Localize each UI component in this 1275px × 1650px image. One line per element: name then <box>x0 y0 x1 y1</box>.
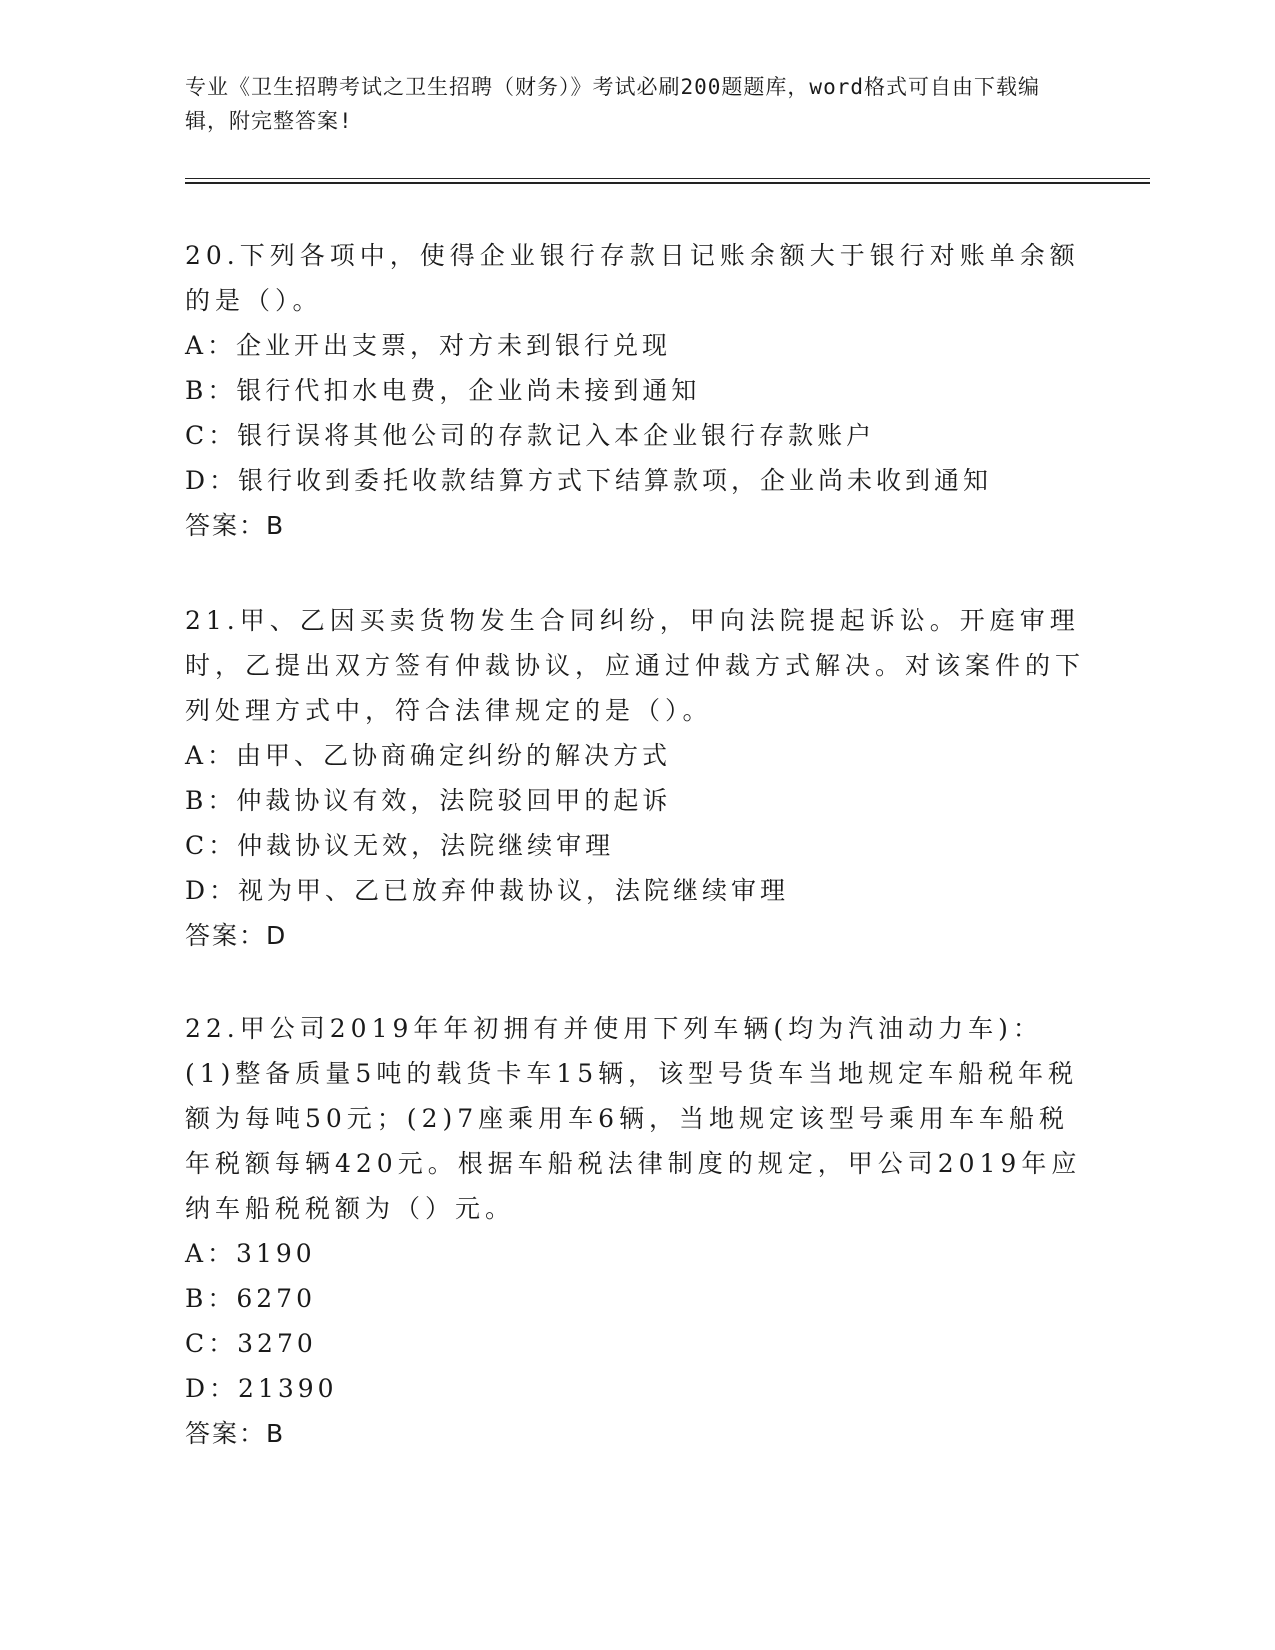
option-b: B：6270 <box>185 1284 316 1313</box>
header-divider-top <box>185 178 1150 179</box>
option-d: D：银行收到委托收款结算方式下结算款项，企业尚未收到通知 <box>185 466 993 495</box>
option-c: C：银行误将其他公司的存款记入本企业银行存款账户 <box>185 421 876 450</box>
option-b: B：仲裁协议有效，法院驳回甲的起诉 <box>185 786 672 815</box>
option-d: D：视为甲、乙已放弃仲裁协议，法院继续审理 <box>185 876 790 905</box>
option-c: C：仲裁协议无效，法院继续审理 <box>185 831 615 860</box>
option-c: C：3270 <box>185 1329 317 1358</box>
document-intro: 专业《卫生招聘考试之卫生招聘（财务）》考试必刷200题题库，word格式可自由下载编辑，附完整答案! <box>185 75 1040 133</box>
option-b: B：银行代扣水电费，企业尚未接到通知 <box>185 376 701 405</box>
option-a: A：由甲、乙协商确定纠纷的解决方式 <box>185 741 672 770</box>
option-d: D：21390 <box>185 1374 338 1403</box>
option-a: A：3190 <box>185 1239 316 1268</box>
header-divider-bottom <box>185 182 1150 184</box>
question-21 <box>185 598 1085 958</box>
option-a: A：企业开出支票，对方未到银行兑现 <box>185 331 672 360</box>
question-20 <box>185 233 1085 548</box>
answer-label: 答案：B <box>185 1419 286 1448</box>
answer-label: 答案：D <box>185 921 288 950</box>
question-22 <box>185 1006 1085 1456</box>
answer-label: 答案：B <box>185 511 286 540</box>
question-stem: 20.下列各项中，使得企业银行存款日记账余额大于银行对账单余额的是（）。 <box>185 241 1080 315</box>
question-stem: 22.甲公司2019年年初拥有并使用下列车辆(均为汽油动力车)：(1)整备质量5吨的载货卡车15辆，该型号货车当地规定车船税年税额为每吨50元；(2)7座乘用车6辆，当地规定该型号乘用车车船税年税额每辆420元。根据车船税法律制度的规定，甲公司2019年应纳车船税税额为（）元。 <box>185 1014 1082 1223</box>
question-stem: 21.甲、乙因买卖货物发生合同纠纷，甲向法院提起诉讼。开庭审理时，乙提出双方签有仲裁协议，应通过仲裁方式解决。对该案件的下列处理方式中，符合法律规定的是（）。 <box>185 606 1086 725</box>
